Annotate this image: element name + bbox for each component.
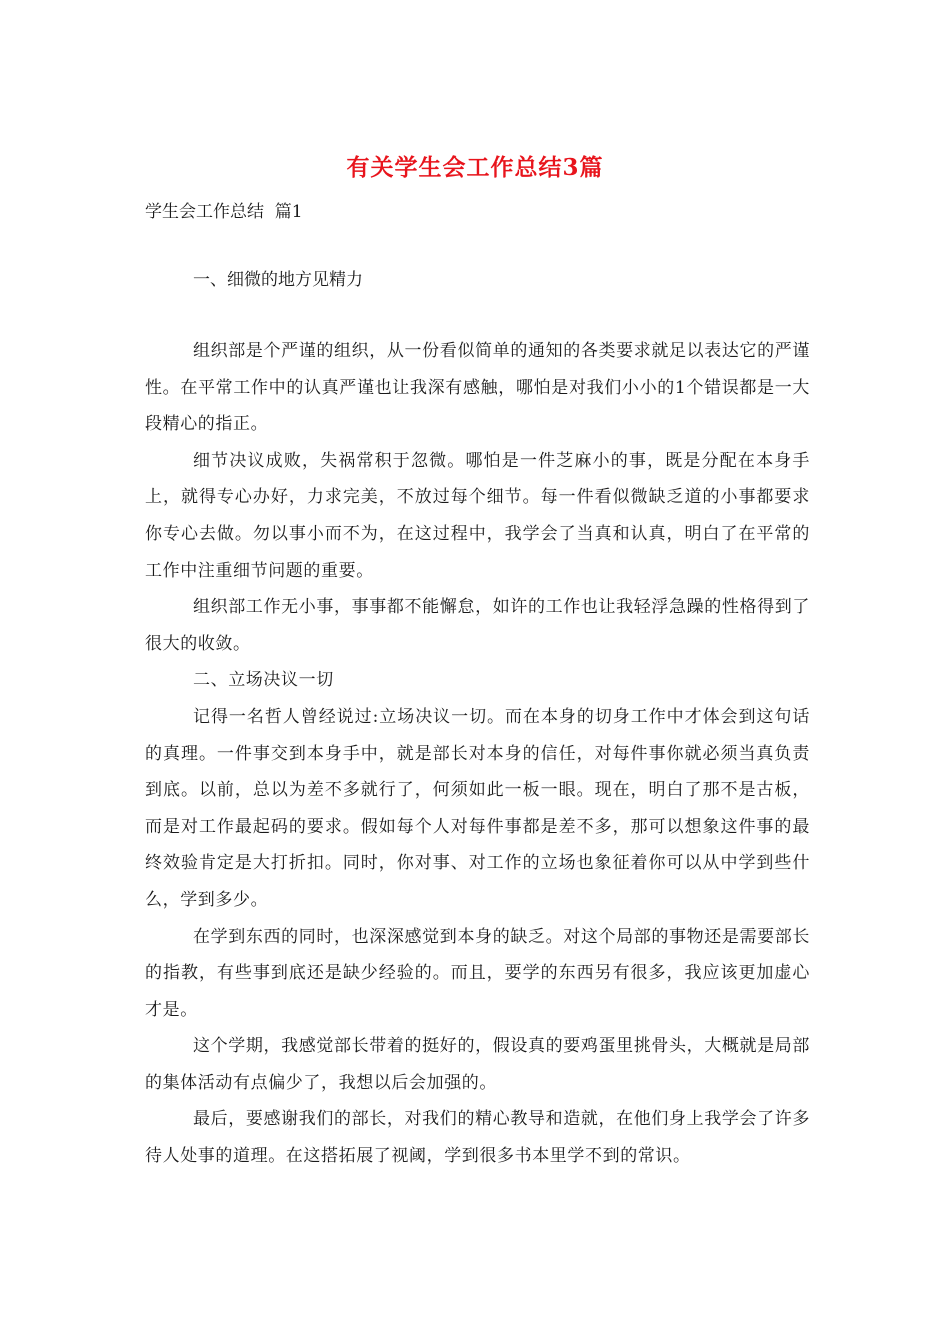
paragraph: 组织部是个严谨的组织，从一份看似简单的通知的各类要求就足以表达它的严谨性。在平常工作中的认真严谨也让我深有感触，哪怕是对我们小小的1个错误都是一大段精心的指正。 <box>145 341 810 435</box>
paragraph: 在学到东西的同时，也深深感觉到本身的缺乏。对这个局部的事物还是需要部长的指教，有些事到底还是缺少经验的。而且，要学的东西另有很多，我应该更加虚心才是。 <box>145 926 810 1020</box>
paragraph: 记得一名哲人曾经说过:立场决议一切。而在本身的切身工作中才体会到这句话的真理。一件事交到本身手中，就是部长对本身的信任，对每件事你就必须当真负责到底。以前，总以为差不多就行了，何须如此一板一眼。现在，明白了那不是古板，而是对工作最起码的要求。假如每个人对每件事都是差不多，那可以想象这件事的最终效验肯定是大打折扣。同时，你对事、对工作的立场也象征着你可以从中学到些什么，学到多少。 <box>145 706 810 910</box>
document-body <box>145 333 810 1175</box>
paragraph: 细节决议成败，失祸常积于忽微。哪怕是一件芝麻小的事，既是分配在本身手上，就得专心办好，力求完美，不放过每个细节。每一件看似微缺乏道的小事都要求你专心去做。勿以事小而不为，在这过程中，我学会了当真和认真，明白了在平常的工作中注重细节问题的重要。 <box>145 450 810 581</box>
paragraph: 最后，要感谢我们的部长，对我们的精心教导和造就，在他们身上我学会了许多待人处事的道理。在这搭拓展了视阈，学到很多书本里学不到的常识。 <box>145 1109 810 1167</box>
document-title: 有关学生会工作总结3篇 <box>346 154 604 181</box>
section-heading-1: 一、细微的地方见精力 <box>193 270 363 290</box>
section-heading-2: 二、立场决议一切 <box>193 670 334 691</box>
paragraph: 这个学期，我感觉部长带着的挺好的，假设真的要鸡蛋里挑骨头，大概就是局部的集体活动有点偏少了，我想以后会加强的。 <box>145 1036 810 1093</box>
paragraph: 组织部工作无小事，事事都不能懈怠，如许的工作也让我轻浮急躁的性格得到了很大的收敛。 <box>145 597 810 654</box>
document-subtitle: 学生会工作总结 篇1 <box>145 202 303 222</box>
